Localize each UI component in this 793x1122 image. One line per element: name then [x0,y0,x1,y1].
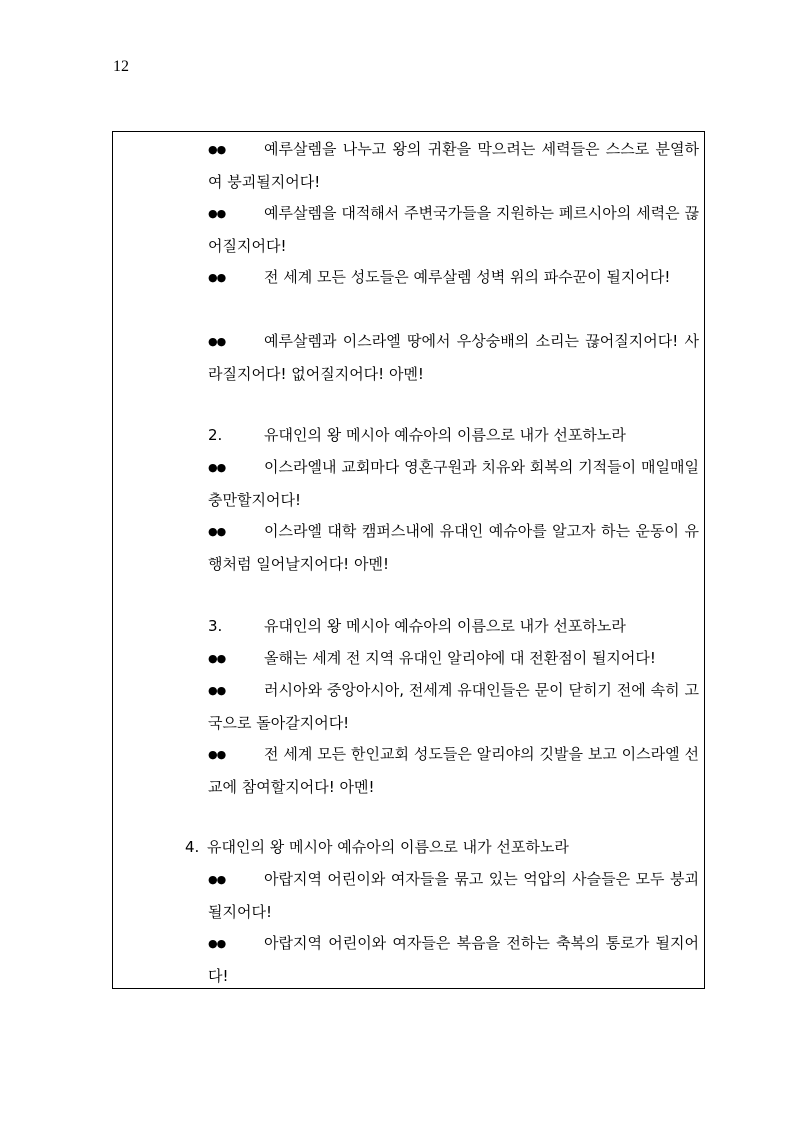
bullet-icon: ●● [208,461,226,474]
declaration-item [208,451,699,516]
bullet-icon: ●● [208,271,226,284]
page-number: 12 [113,58,129,75]
declaration-item [208,133,699,198]
declaration-item [208,642,699,675]
declaration-text: 예루살렘을 대적해서 주변국가들을 지원하는 페르시아의 세력은 끊어질지어다! [208,204,699,255]
declaration-text: 러시아와 중앙아시아, 전세계 유대인들은 문이 닫히기 전에 속히 고국으로 돌아갈지어다! [208,681,699,732]
bullet-icon: ●● [208,143,226,156]
bullet-icon: ●● [208,335,226,348]
declaration-text: 이스라엘 대학 캠퍼스내에 유대인 예슈아를 알고자 하는 운동이 유행처럼 일어날지어다! 아멘! [208,522,699,573]
declaration-item [208,927,699,992]
section-number: 3. [208,617,223,635]
declaration-text: 올해는 세계 전 지역 유대인 알리야에 대 전환점이 될지어다! [264,649,656,667]
bullet-icon: ●● [208,748,226,761]
section-heading [208,419,699,451]
section-number: 2. [208,426,223,444]
section-title: 유대인의 왕 메시아 예슈아의 이름으로 내가 선포하노라 [207,838,569,856]
declaration-item [208,738,699,803]
declaration-item [208,325,699,390]
section-heading [185,831,699,863]
bullet-icon: ●● [208,873,226,886]
section-title: 유대인의 왕 메시아 예슈아의 이름으로 내가 선포하노라 [264,617,626,635]
bullet-icon: ●● [208,652,226,665]
declaration-item [208,261,699,294]
declaration-item [208,515,699,580]
declaration-text: 이스라엘내 교회마다 영혼구원과 치유와 회복의 기적들이 매일매일 충만할지어다! [208,458,699,509]
declaration-text: 예루살렘과 이스라엘 땅에서 우상숭배의 소리는 끊어질지어다! 사라질지어다! 없어질지어다! 아멘! [208,332,699,383]
declaration-item [208,197,699,262]
section-title: 유대인의 왕 메시아 예슈아의 이름으로 내가 선포하노라 [264,426,626,444]
declaration-text: 전 세계 모든 성도들은 예루살렘 성벽 위의 파수꾼이 될지어다! [264,268,671,286]
declaration-item [208,863,699,928]
bullet-icon: ●● [208,684,226,697]
declaration-text: 아랍지역 어린이와 여자들을 묶고 있는 억압의 사슬들은 모두 붕괴될지어다! [208,870,699,921]
declaration-box [112,131,705,989]
declaration-text: 예루살렘을 나누고 왕의 귀환을 막으려는 세력들은 스스로 분열하여 붕괴될지어다! [208,140,699,191]
section-heading [208,610,699,642]
declaration-text: 아랍지역 어린이와 여자들은 복음을 전하는 축복의 통로가 될지어다! [208,934,699,985]
bullet-icon: ●● [208,207,226,220]
section-number: 4. [185,838,200,856]
bullet-icon: ●● [208,937,226,950]
bullet-icon: ●● [208,525,226,538]
declaration-text: 전 세계 모든 한인교회 성도들은 알리야의 깃발을 보고 이스라엘 선교에 참여할지어다! 아멘! [208,745,699,796]
declaration-item [208,674,699,739]
